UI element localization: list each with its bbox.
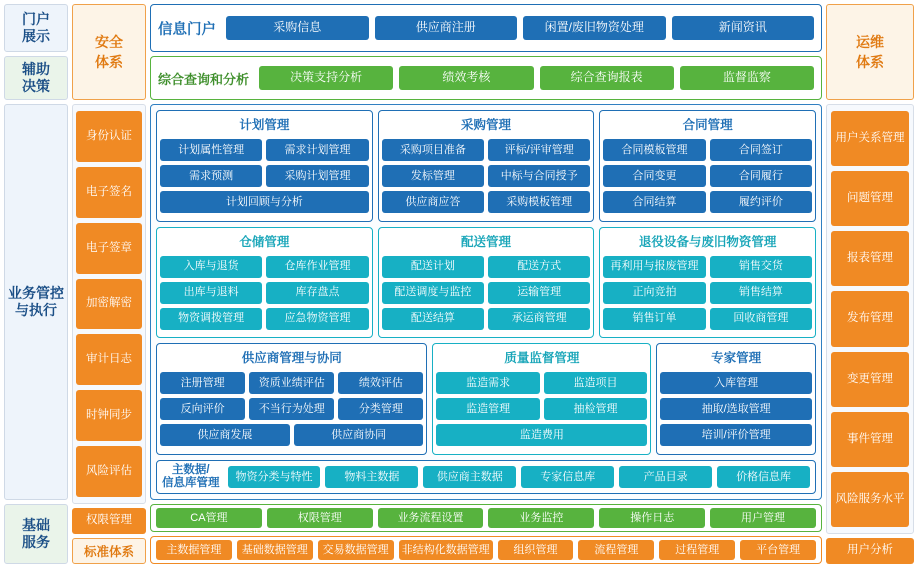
group-contract-management — [599, 110, 816, 222]
row — [382, 256, 591, 278]
ops-item-risk-service-level[interactable]: 风险服务水平 — [831, 472, 909, 527]
row — [160, 165, 369, 187]
ops-item-problem[interactable]: 问题管理 — [831, 171, 909, 226]
chip-contract-change[interactable]: 合同变更 — [603, 165, 705, 187]
chip-supplier-response[interactable]: 供应商应答 — [382, 191, 484, 213]
chip-permission-management[interactable]: 权限管理 — [267, 508, 373, 528]
chip-procurement-template[interactable]: 采购模板管理 — [488, 191, 590, 213]
chip-reverse-evaluation[interactable]: 反向评价 — [160, 398, 245, 420]
ops-item-user-analysis[interactable]: 用户分析 — [826, 538, 914, 564]
decision-item-query-report[interactable]: 综合查询报表 — [540, 66, 674, 90]
chip-supplier-development[interactable]: 供应商发展 — [160, 424, 290, 446]
chip-demand-plan[interactable]: 需求计划管理 — [266, 139, 368, 161]
ops-item-user-relationship[interactable]: 用户关系管理 — [831, 111, 909, 166]
chip-material-master-data[interactable]: 物料主数据 — [325, 466, 418, 488]
base-service-body — [150, 504, 822, 564]
chip-stocktaking[interactable]: 库存盘点 — [266, 282, 368, 304]
safety-item-esign[interactable]: 电子签名 — [76, 167, 142, 218]
chip-expert-training-evaluation[interactable]: 培训/评价管理 — [660, 424, 812, 446]
chip-plan-attribute[interactable]: 计划属性管理 — [160, 139, 262, 161]
chip-business-monitoring[interactable]: 业务监控 — [488, 508, 594, 528]
group-warehouse-management — [156, 227, 373, 339]
pillar-portal-label: 门户 展示 — [22, 10, 50, 44]
portal-item-procurement-info[interactable]: 采购信息 — [226, 16, 369, 40]
ops-system-title — [826, 4, 914, 100]
chip-expert-selection[interactable]: 抽取/选取管理 — [660, 398, 812, 420]
decision-item-support-analysis[interactable]: 决策支持分析 — [259, 66, 393, 90]
master-data-row — [156, 460, 816, 494]
chip-delivery-settlement[interactable]: 配送结算 — [382, 308, 484, 330]
chip-supervision-demand[interactable]: 监造需求 — [436, 372, 539, 394]
chip-sampling-inspection[interactable]: 抽检管理 — [544, 398, 647, 420]
chip-emergency-material[interactable]: 应急物资管理 — [266, 308, 368, 330]
chip-delivery-dispatch-monitor[interactable]: 配送调度与监控 — [382, 282, 484, 304]
chip-sales-settlement[interactable]: 销售结算 — [710, 282, 812, 304]
row — [382, 191, 591, 213]
row — [382, 282, 591, 304]
chip-recycler-management[interactable]: 回收商管理 — [710, 308, 812, 330]
chip-business-process-setting[interactable]: 业务流程设置 — [378, 508, 484, 528]
ops-system-column — [826, 4, 914, 564]
chip-bid-issue[interactable]: 发标管理 — [382, 165, 484, 187]
chip-procedure-management[interactable]: 过程管理 — [659, 540, 735, 560]
chip-supplier-registration[interactable]: 注册管理 — [160, 372, 245, 394]
row — [660, 398, 812, 420]
row — [160, 398, 423, 420]
safety-item-risk-assessment[interactable]: 风险评估 — [76, 446, 142, 497]
safety-item-eseal[interactable]: 电子签章 — [76, 223, 142, 274]
row — [603, 139, 812, 161]
chip-expert-info-library[interactable]: 专家信息库 — [521, 466, 614, 488]
safety-system-column — [72, 4, 146, 564]
row — [603, 308, 812, 330]
safety-bottom-list — [72, 508, 146, 564]
pillar-base-label: 基础 服务 — [22, 516, 50, 550]
pillar-business-label: 业务管控 与执行 — [8, 284, 64, 318]
chip-supervision-management[interactable]: 监造管理 — [436, 398, 539, 420]
chip-forward-auction[interactable]: 正向竞拍 — [603, 282, 705, 304]
group-supplier-management — [156, 343, 427, 455]
chip-supplier-collaboration[interactable]: 供应商协同 — [294, 424, 424, 446]
row — [160, 308, 369, 330]
safety-item-audit-log[interactable]: 审计日志 — [76, 334, 142, 385]
pillar-base — [4, 504, 68, 564]
safety-item-permission[interactable]: 权限管理 — [72, 508, 146, 534]
chip-master-data-management[interactable]: 主数据管理 — [156, 540, 232, 560]
row — [436, 398, 647, 420]
row — [382, 165, 591, 187]
chip-contract-settlement[interactable]: 合同结算 — [603, 191, 705, 213]
chip-sales-order[interactable]: 销售订单 — [603, 308, 705, 330]
business-body — [150, 104, 822, 500]
chip-material-transfer[interactable]: 物资调拨管理 — [160, 308, 262, 330]
master-data-label: 主数据/ 信息库管理 — [162, 464, 220, 490]
chip-plan-review-analysis[interactable]: 计划回顾与分析 — [160, 191, 369, 213]
tier-plan-procure-contract — [156, 110, 816, 222]
chip-unstructured-data-management[interactable]: 非结构化数据管理 — [399, 540, 493, 560]
chip-supplier-master-data[interactable]: 供应商主数据 — [423, 466, 516, 488]
group-quality-supervision — [432, 343, 651, 455]
group-retired-waste-management — [599, 227, 816, 339]
chip-reuse-scrap[interactable]: 再利用与报废管理 — [603, 256, 705, 278]
chip-organization-management[interactable]: 组织管理 — [498, 540, 574, 560]
chip-supervision-cost[interactable]: 监造费用 — [436, 424, 647, 446]
chip-contract-performance[interactable]: 合同履行 — [710, 165, 812, 187]
ops-item-list — [826, 104, 914, 534]
group-procurement-management — [378, 110, 595, 222]
ops-system-title-label: 运维 体系 — [856, 34, 884, 70]
portal-banner-label: 信息门户 — [158, 21, 216, 38]
chip-procurement-plan[interactable]: 采购计划管理 — [266, 165, 368, 187]
ops-item-change[interactable]: 变更管理 — [831, 352, 909, 407]
group-quality-supervision-title: 质量监督管理 — [504, 351, 580, 366]
chip-carrier-management[interactable]: 承运商管理 — [488, 308, 590, 330]
safety-item-encryption[interactable]: 加密解密 — [76, 279, 142, 330]
pillar-portal — [4, 4, 68, 52]
row — [436, 372, 647, 394]
safety-item-clock-sync[interactable]: 时钟同步 — [76, 390, 142, 441]
row — [603, 191, 812, 213]
chip-bid-evaluation[interactable]: 评标/评审管理 — [488, 139, 590, 161]
decision-banner-label: 综合查询和分析 — [158, 71, 250, 87]
ops-item-release[interactable]: 发布管理 — [831, 291, 909, 346]
safety-item-identity[interactable]: 身份认证 — [76, 111, 142, 162]
chip-material-classification[interactable]: 物资分类与特性 — [228, 466, 321, 488]
chip-process-management[interactable]: 流程管理 — [578, 540, 654, 560]
left-pillar-column — [4, 4, 68, 564]
chip-supervision-project[interactable]: 监造项目 — [544, 372, 647, 394]
portal-item-idle-waste-material[interactable]: 闲置/废旧物资处理 — [523, 16, 666, 40]
group-delivery-management-title: 配送管理 — [461, 234, 512, 249]
row — [603, 256, 812, 278]
base-service-row-1 — [150, 504, 822, 532]
group-delivery-management — [378, 227, 595, 339]
group-expert-management-title: 专家管理 — [711, 351, 762, 366]
group-warehouse-management-title: 仓储管理 — [239, 234, 290, 249]
chip-misconduct-handling[interactable]: 不当行为处理 — [249, 398, 334, 420]
chip-project-preparation[interactable]: 采购项目准备 — [382, 139, 484, 161]
group-plan-management — [156, 110, 373, 222]
safety-item-list — [72, 104, 146, 504]
tier-warehouse-delivery-retired — [156, 227, 816, 339]
group-retired-waste-management-title: 退役设备与废旧物资管理 — [638, 234, 777, 249]
chip-delivery-plan[interactable]: 配送计划 — [382, 256, 484, 278]
row — [160, 191, 369, 213]
chip-warehouse-operation[interactable]: 仓库作业管理 — [266, 256, 368, 278]
chip-inbound-return[interactable]: 入库与退货 — [160, 256, 262, 278]
row — [160, 256, 369, 278]
group-plan-management-title: 计划管理 — [239, 118, 290, 132]
safety-system-title — [72, 4, 146, 100]
chip-performance-assessment[interactable]: 绩效评估 — [338, 372, 423, 394]
tier-supplier-quality-expert — [156, 343, 816, 455]
row — [160, 139, 369, 161]
chip-contract-signing[interactable]: 合同签订 — [710, 139, 812, 161]
center-column — [150, 4, 822, 564]
chip-classification-management[interactable]: 分类管理 — [338, 398, 423, 420]
decision-banner — [150, 56, 822, 100]
row — [160, 372, 423, 394]
chip-transaction-data-management[interactable]: 交易数据管理 — [318, 540, 394, 560]
chip-basic-data-management[interactable]: 基础数据管理 — [237, 540, 313, 560]
chip-operation-log[interactable]: 操作日志 — [599, 508, 705, 528]
chip-outbound-return[interactable]: 出库与退料 — [160, 282, 262, 304]
safety-standard-system — [72, 538, 146, 564]
row — [436, 424, 647, 446]
safety-system-title-label: 安全 体系 — [95, 34, 123, 70]
chip-sales-delivery[interactable]: 销售交货 — [710, 256, 812, 278]
row — [660, 424, 812, 446]
chip-award-contract[interactable]: 中标与合同授予 — [488, 165, 590, 187]
chip-performance-evaluation[interactable]: 履约评价 — [710, 191, 812, 213]
group-supplier-management-title: 供应商管理与协同 — [241, 351, 342, 366]
row — [382, 308, 591, 330]
group-procurement-management-title: 采购管理 — [461, 118, 512, 132]
ops-bottom-list — [826, 538, 914, 564]
row — [603, 282, 812, 304]
row — [160, 424, 423, 446]
chip-product-catalog[interactable]: 产品目录 — [619, 466, 712, 488]
pillar-business — [4, 104, 68, 500]
chip-transport-management[interactable]: 运输管理 — [488, 282, 590, 304]
chip-price-info-library[interactable]: 价格信息库 — [717, 466, 810, 488]
chip-delivery-mode[interactable]: 配送方式 — [488, 256, 590, 278]
chip-user-management[interactable]: 用户管理 — [710, 508, 816, 528]
portal-item-news[interactable]: 新闻资讯 — [672, 16, 815, 40]
row — [160, 282, 369, 304]
group-contract-management-title: 合同管理 — [682, 118, 733, 132]
ops-item-report[interactable]: 报表管理 — [831, 231, 909, 286]
row — [382, 139, 591, 161]
pillar-decision — [4, 56, 68, 100]
base-service-row-2 — [150, 536, 822, 564]
chip-demand-forecast[interactable]: 需求预测 — [160, 165, 262, 187]
portal-item-supplier-registration[interactable]: 供应商注册 — [375, 16, 518, 40]
decision-item-supervision[interactable]: 监督监察 — [680, 66, 814, 90]
portal-banner — [150, 4, 822, 52]
row — [603, 165, 812, 187]
decision-item-performance[interactable]: 绩效考核 — [399, 66, 533, 90]
ops-item-event[interactable]: 事件管理 — [831, 412, 909, 467]
chip-platform-management[interactable]: 平台管理 — [740, 540, 816, 560]
chip-ca-management[interactable]: CA管理 — [156, 508, 262, 528]
chip-expert-inbound[interactable]: 入库管理 — [660, 372, 812, 394]
row — [660, 372, 812, 394]
chip-qualification-performance[interactable]: 资质业绩评估 — [249, 372, 334, 394]
chip-contract-template[interactable]: 合同模板管理 — [603, 139, 705, 161]
safety-standard-system-label: 标准体系 — [83, 545, 134, 559]
group-expert-management — [656, 343, 816, 455]
pillar-decision-label: 辅助 决策 — [22, 60, 50, 94]
